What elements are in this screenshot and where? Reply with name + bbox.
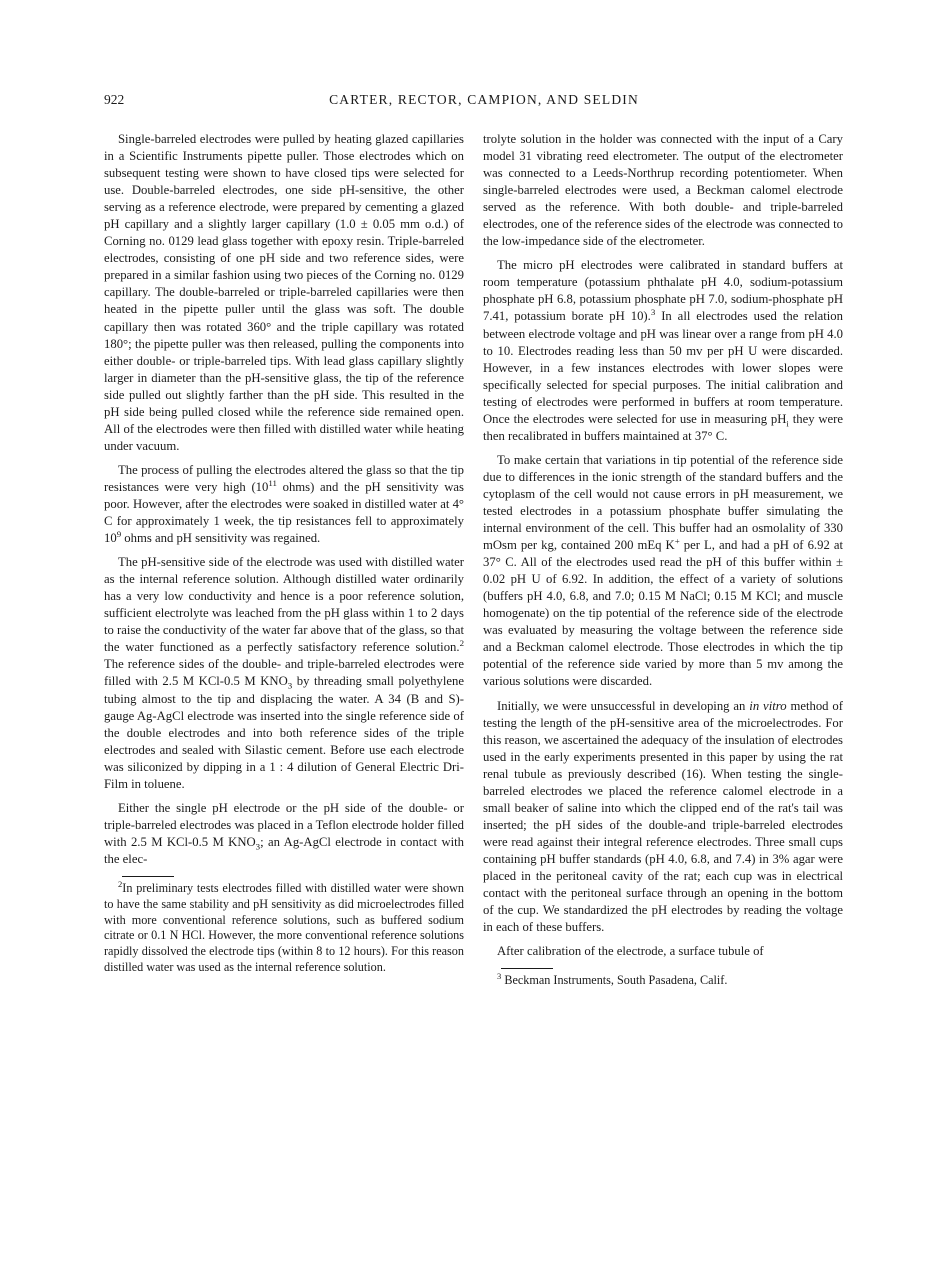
paragraph-insulation-testing: Initially, we were unsuccessful in developing an in vitro method of testing the length of the pH-sensitive area of the microelectrodes. For this reason, we ascertained the adequacy of the insulation of electrodes used in the early experiments presented in this paper by using the rat renal tubule as previously described (16). When testing the single-barreled electrodes we placed the reference calomel electrode in a small beaker of saline into which the clipped end of the rat's tail was inserted; the pH sides of the double-and triple-barreled electrodes were read against their integral reference electrodes. Three small cups containing pH buffer standards (pH 4.0, 6.8, and 7.4) in 3% agar were placed in the peritoneal cavity of the rat; each cup was in electrical contact with the peritoneal surface through an opening in the bottom of the cup. We standardized the pH electrodes by reading the voltage in each of these buffers. xyxy=(483,698,843,935)
footnote-2: $^2$In preliminary tests electrodes filled with distilled water were shown to have the same stability and pH sensitivity as did microelectrodes filled with more conventional reference solutions, such as buffered sodium citrate or 0.1 N HCl. However, the more conventional reference solutions rapidly dissolved the electrode tips (within 8 to 12 hours). For this reason distilled water was used as the internal reference solution. xyxy=(104,878,464,974)
footnote-ref: 2 xyxy=(459,638,464,649)
paragraph-after-calibration: After calibration of the electrode, a surface tubule of xyxy=(497,944,764,959)
superscript: + xyxy=(674,535,680,546)
page-number: 922 xyxy=(104,92,125,107)
subscript: i xyxy=(786,418,789,429)
footnote-ref: 3 xyxy=(650,307,656,318)
paragraph-electrode-holder: Either the single pH electrode or the pH side of the double- or triple-barreled electrodes was placed in a Teflon electrode holder filled with 2.5 M KCl-0.5 M $KNO_3$; an Ag-AgCl electrode in contact with the elec- xyxy=(104,800,464,866)
footnote-divider xyxy=(501,968,553,969)
page-header xyxy=(104,92,864,114)
right-column xyxy=(483,131,843,989)
footnote-mark: 2 xyxy=(118,878,123,889)
paragraph-electrode-pulling: Single-barreled electrodes were pulled by heating glazed capillaries in a Scientific Instruments pipette puller. Those electrodes which on subsequent testing were shown to have closed tips were selected for use. Double-barreled electrodes, one side pH-sensitive, the other serving as a reference electrode, were prepared by cementing a glazed pH capillary and a slightly larger capillary (1.0 ± 0.05 mm o.d.) of Corning no. 0129 lead glass together with epoxy resin. Triple-barreled electrodes, consisting of one pH side and two reference sides, were prepared in a similar fashion using two pieces of the Corning no. 0129 capillary. The double-barreled or triple-barreled capillaries were then heated in the pipette puller until the glass was soft. The double capillary then was rotated 360° and the triple capillary was rotated 180°; the pipette puller was then released, pulling the components into either double- or triple-barreled tips. With lead glass capillary slightly larger in diameter than the pH-sensitive glass, the tip of the reference side pulled out slightly farther than the pH side. This resulted in the pH side being pulled closed while the reference side remained open. All of the electrodes were then filled with distilled water while heating under vacuum. xyxy=(104,132,464,453)
running-head: CARTER, RECTOR, CAMPION, AND SELDIN xyxy=(329,92,639,107)
superscript: 11 xyxy=(268,477,277,488)
paragraph-tip-resistance: The process of pulling the electrodes altered the glass so that the tip resistances were very high ($10^{11}$ ohms) and the pH sensitivity was poor. However, after the electrodes were soaked in distilled water at 4° C for approximately 1 week, the tip resistances fell to approximately $10^9$ ohms and pH sensitivity was regained. xyxy=(104,462,464,546)
paragraph-calibration: The micro pH electrodes were calibrated in standard buffers at room temperature (potassium phthalate pH 4.0, sodium-potassium phosphate pH 6.8, potassium phosphate pH 7.0, sodium-phosphate pH 7.41, potassium borate pH 10).$^3$ In all electrodes used the relation between electrode voltage and pH was linear over a range from pH 4.0 to 10. Electrodes reading less than 50 mv per pH U were discarded. However, in a few instances electrodes with lower slopes were specifically selected for special purposes. The initial calibration and testing of electrodes were performed in buffers at room temperature. Once the electrodes were selected for use in measuring $pH_i$ they were then recalibrated in buffers maintained at 37° C. xyxy=(483,258,844,443)
italic-term: in vitro xyxy=(749,698,787,713)
left-column xyxy=(104,131,464,976)
subscript: 3 xyxy=(255,841,261,852)
paragraph-reference-solution: The pH-sensitive side of the electrode was used with distilled water as the internal reference solution. Although distilled water ordinarily has a very low conductivity and hence is a poor reference solution, sufficient electrolyte was leached from the pH glass within 1 to 2 days to raise the conductivity of the water far above that of the glass, so that the water functioned as a perfectly satisfactory reference solution.$^2$ The reference sides of the double- and triple-barreled electrodes were filled with 2.5 M KCl-0.5 M $KNO_3$ by threading small polyethylene tubing almost to the tip and displacing the water. A 34 (B and S)-gauge Ag-AgCl electrode was inserted into the single reference side of the double electrodes and into both reference sides of the triple electrodes and sealed with Silastic cement. Before use each electrode was siliconized by dipping in a 1 : 4 dilution of General Electric Dri-Film in toluene. xyxy=(104,555,464,791)
subscript: 3 xyxy=(287,680,293,691)
superscript: 9 xyxy=(116,528,122,539)
footnote-mark: 3 xyxy=(497,971,502,982)
paragraph-tip-potential: To make certain that variations in tip potential of the reference side due to differences in the ionic strength of the standard buffers and the cytoplasm of the cell would not cause errors in pH measurement, we tested electrodes in a potassium phosphate buffer simulating the internal environment of the cell. This buffer had an osmolality of 330 mOsm per kg, contained 200 mEq K+ per L, and had a pH of 6.92 at 37° C. All of the electrodes used read the pH of this buffer within ± 0.02 pH U of 6.92. In addition, the effect of a variety of solutions (buffers pH 4.0, 6.8, and 7.0; 0.15 M NaCl; 0.15 M KCl; and muscle homogenate) on the tip potential of the reference side of the electrode was evaluated by measuring the voltage between the reference side and a Beckman calomel electrode. Those electrodes in which the tip potential of the reference side varied by more than 5 mv among the various solutions were discarded. xyxy=(483,452,843,689)
footnote-3: $^3$ Beckman Instruments, South Pasadena, Calif. xyxy=(497,971,728,988)
footnote-divider xyxy=(122,876,174,877)
paragraph-electrometer: trolyte solution in the holder was connected with the input of a Cary model 31 vibrating reed electrometer. The output of the electrometer was connected to a Leeds-Northrup recording potentiometer. When single-barreled electrodes were used, a Beckman calomel electrode served as the reference. With both double- and triple-barreled electrodes, one of the reference sides of the electrode was connected to the low-impedance side of the electrometer. xyxy=(483,132,844,249)
